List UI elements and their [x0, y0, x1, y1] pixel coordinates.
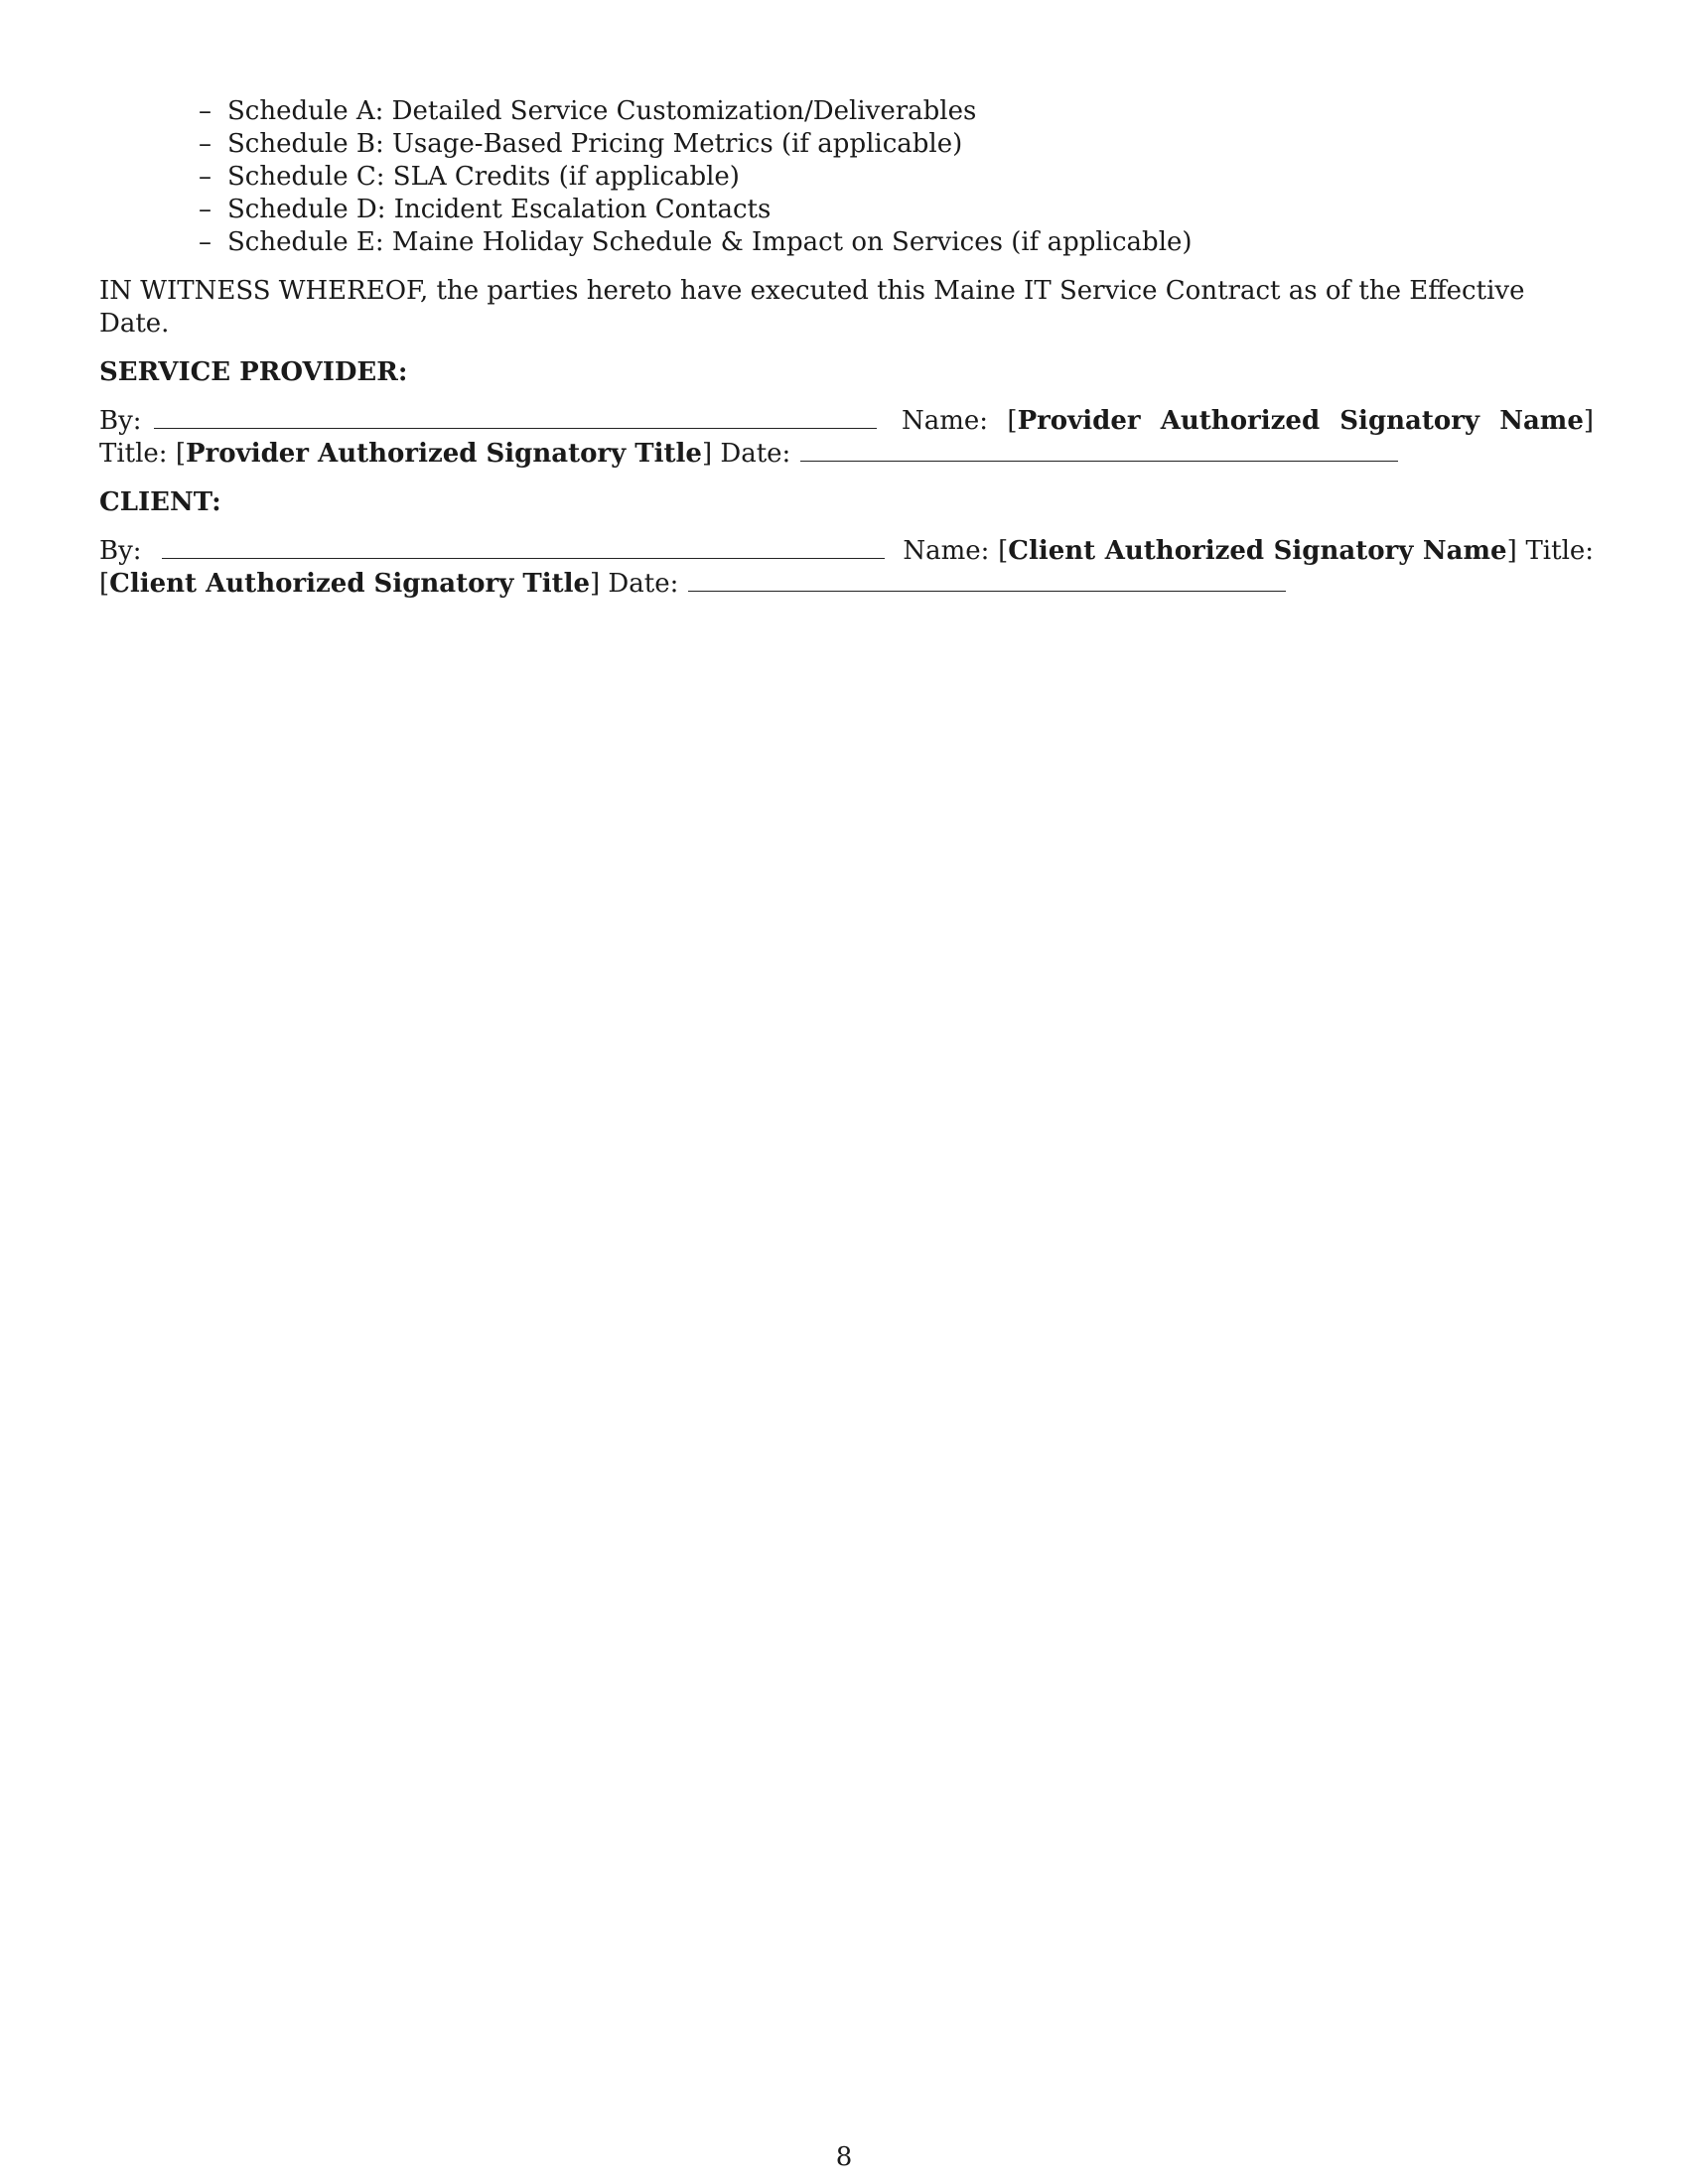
- provider-title-label: Title:: [99, 439, 168, 469]
- schedule-item-text: Schedule B: Usage-Based Pricing Metrics (if applicable): [227, 129, 963, 159]
- provider-date-line: [800, 438, 1398, 462]
- schedule-item: [199, 226, 1594, 259]
- provider-by-label: By:: [99, 406, 142, 436]
- client-name-open-bracket: [: [998, 536, 1009, 566]
- client-by-label: By:: [99, 536, 142, 566]
- provider-name-close-bracket: ]: [1583, 406, 1595, 436]
- witness-paragraph: IN WITNESS WHEREOF, the parties hereto have executed this Maine IT Service Contract as of the Effective Date.: [99, 276, 1525, 339]
- schedule-item-text: Schedule D: Incident Escalation Contacts: [227, 195, 772, 224]
- client-title-close-bracket: ]: [590, 569, 601, 599]
- provider-name-value: Provider Authorized Signatory Name: [1017, 406, 1584, 436]
- client-title-open-bracket: [: [99, 569, 110, 599]
- list-dash: –: [199, 195, 211, 224]
- schedule-item-text: Schedule A: Detailed Service Customization/Deliverables: [227, 96, 977, 126]
- provider-date-label: Date:: [720, 439, 791, 469]
- client-name-close-bracket: ]: [1506, 536, 1517, 566]
- list-dash: –: [199, 96, 211, 126]
- client-signature-line: [162, 535, 885, 559]
- list-dash: –: [199, 129, 211, 159]
- provider-name-open-bracket: [: [1007, 406, 1018, 436]
- client-title-label: Title:: [1525, 536, 1595, 566]
- provider-title-value: Provider Authorized Signatory Title: [186, 439, 702, 469]
- client-title-value: Client Authorized Signatory Title: [109, 569, 590, 599]
- page-number: 8: [835, 2142, 853, 2172]
- client-date-label: Date:: [608, 569, 679, 599]
- provider-signature-block: [99, 405, 1594, 471]
- provider-signature-line: [154, 405, 877, 429]
- schedule-item: [199, 161, 1594, 194]
- schedule-item: [199, 194, 1594, 226]
- schedule-item: [199, 95, 1594, 128]
- list-dash: –: [199, 162, 211, 192]
- provider-heading: SERVICE PROVIDER:: [99, 357, 408, 387]
- document-page: [99, 95, 1594, 601]
- provider-title-open-bracket: [: [175, 439, 186, 469]
- schedule-list: [99, 95, 1594, 259]
- client-signature-block: [99, 535, 1594, 601]
- schedule-item-text: Schedule E: Maine Holiday Schedule & Impact on Services (if applicable): [227, 227, 1193, 257]
- client-heading: CLIENT:: [99, 487, 221, 517]
- schedule-item: [199, 128, 1594, 161]
- client-name-value: Client Authorized Signatory Name: [1008, 536, 1507, 566]
- schedule-item-text: Schedule C: SLA Credits (if applicable): [227, 162, 740, 192]
- provider-name-label: Name:: [901, 406, 989, 436]
- provider-title-close-bracket: ]: [701, 439, 713, 469]
- client-date-line: [688, 568, 1286, 592]
- client-name-label: Name:: [903, 536, 990, 566]
- list-dash: –: [199, 227, 211, 257]
